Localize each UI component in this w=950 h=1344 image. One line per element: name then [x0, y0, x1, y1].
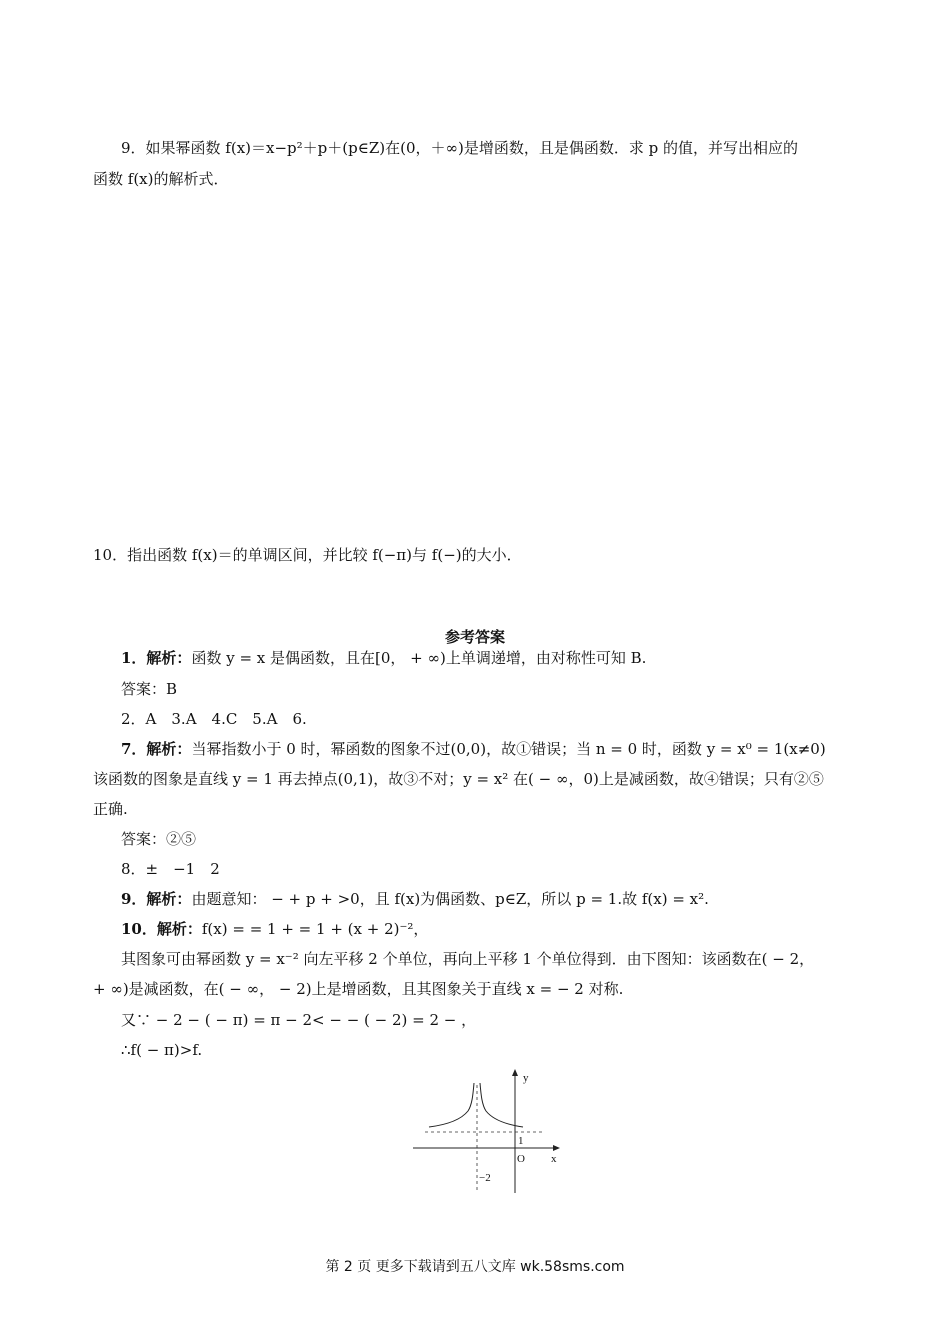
answers-2-6: 2．A 3.A 4.C 5.A 6. [121, 710, 307, 728]
x-axis-label: x [551, 1153, 557, 1165]
answer-9-label: 9．解析： [121, 890, 192, 908]
answer-10-label: 10．解析： [121, 920, 202, 938]
answer-1-label: 1．解析： [121, 649, 192, 667]
answer-7-text: 当幂指数小于 0 时，幂函数的图象不过(0,0)，故①错误；当 n = 0 时，函数 y = x⁰ = 1(x≠0) [191, 740, 826, 758]
answer-1-result [121, 679, 177, 699]
answer-7-line1 [121, 739, 826, 759]
x-axis-arrow [553, 1145, 560, 1151]
question-9-line2: 函数 f(x)的解析式． [93, 170, 229, 188]
answer-7-result [121, 829, 196, 849]
answer-8: 8．± −1 2 [121, 860, 220, 878]
answer-10-line4: 又∵ − 2 − ( − π) = π − 2< − − ( − 2) = 2 − ， [121, 1011, 477, 1029]
answer-1 [121, 648, 646, 668]
answer-9-text: 由题意知： − + p + >0，且 f(x)为偶函数、p∈Z，所以 p = 1.故 f(x) = x². [191, 890, 709, 908]
y-axis-label: y [523, 1072, 529, 1084]
answer-7-line2: 该函数的图象是直线 y = 1 再去掉点(0,1)，故③不对；y = x² 在( − ∞，0)上是减函数，故④错误；只有②⑤ [93, 770, 824, 788]
answer-1-result-value: B [166, 680, 178, 698]
answer-1-result-label: 答案： [121, 680, 167, 698]
origin-label: O [517, 1153, 525, 1165]
left-branch-curve [429, 1083, 474, 1127]
page-footer: 第 2 页 更多下载请到五八文库 wk.58sms.com [325, 1259, 625, 1275]
answer-10-line3: + ∞)是减函数，在( − ∞， − 2)上是增函数，且其图象关于直线 x = − 2 对称. [93, 980, 624, 998]
answer-7-line3: 正确. [93, 800, 128, 818]
answer-10-line1 [121, 919, 428, 939]
answer-10-line5: ∴f( − π)>f. [121, 1041, 203, 1059]
answer-7-label: 7．解析： [121, 740, 192, 758]
function-graph [405, 1065, 565, 1200]
y-axis-arrow [512, 1069, 518, 1076]
answer-10-line2: 其图象可由幂函数 y = x⁻² 向左平移 2 个单位，再向上平移 1 个单位得到．由下图知：该函数在( − 2， [121, 950, 815, 968]
answer-1-text: 函数 y = x 是偶函数，且在[0， + ∞)上单调递增，由对称性可知 B. [191, 649, 647, 667]
right-branch-curve [480, 1083, 523, 1127]
answer-10-text: f(x) = = 1 + = 1 + (x + 2)⁻²， [201, 920, 429, 938]
answers-title: 参考答案 [444, 628, 505, 646]
one-tick-label: 1 [518, 1135, 524, 1147]
question-10: 10．指出函数 f(x)＝的单调区间，并比较 f(−π)与 f(−)的大小． [93, 546, 522, 564]
answer-9 [121, 889, 709, 909]
question-9-line1: 9．如果幂函数 f(x)＝x−p²＋p＋(p∈Z)在(0，＋∞)是增函数，且是偶函数．求 p 的值，并写出相应的 [121, 139, 798, 157]
neg2-tick-label: −2 [479, 1172, 491, 1184]
answer-7-result-label: 答案： [121, 830, 167, 848]
answer-7-result-value: ②⑤ [166, 830, 197, 848]
